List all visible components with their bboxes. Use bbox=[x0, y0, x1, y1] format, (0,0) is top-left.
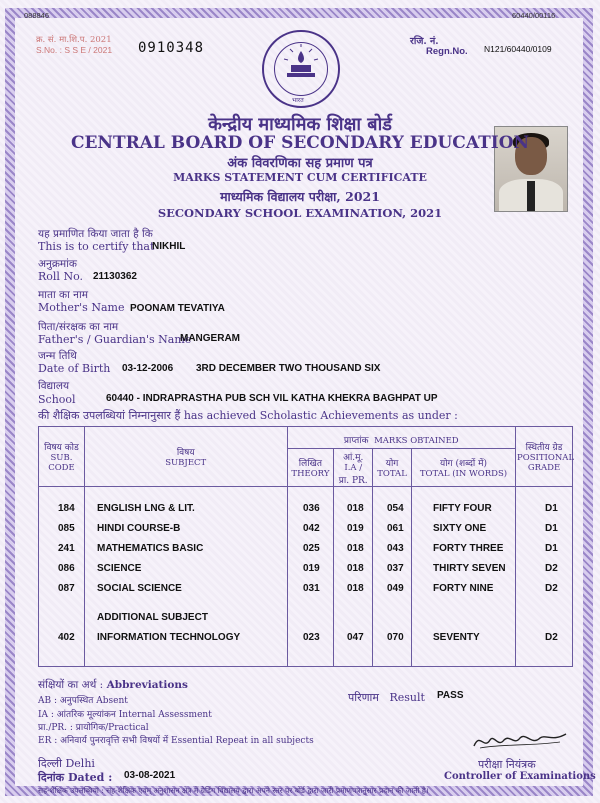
abbr-ab: AB : अनुपस्थित Absent bbox=[38, 696, 128, 706]
result-label: परिणाम Result bbox=[348, 691, 425, 704]
cell-words: SEVENTY bbox=[433, 632, 480, 643]
serial-right: 60440/00116 bbox=[512, 11, 556, 20]
father-label-hi: पिता/संरक्षक का नाम bbox=[38, 321, 119, 333]
father-label-en: Father's / Guardian's Name bbox=[38, 333, 192, 346]
cell-words: SIXTY ONE bbox=[433, 523, 487, 534]
logo-text: भारत bbox=[292, 97, 304, 104]
dated-label: दिनांक Dated : bbox=[38, 771, 113, 784]
cell-theory: 031 bbox=[303, 583, 320, 594]
cell-words: THIRTY SEVEN bbox=[433, 563, 506, 574]
header-subject: विषय SUBJECT bbox=[84, 427, 287, 487]
roll-label-hi: अनुक्रमांक bbox=[38, 258, 77, 270]
cell-ia: 018 bbox=[347, 563, 364, 574]
cell-words: FORTY NINE bbox=[433, 583, 494, 594]
cell-words: FIFTY FOUR bbox=[433, 503, 492, 514]
header-code: विषय कोड SUB. CODE bbox=[39, 427, 85, 487]
cell-code: 402 bbox=[58, 632, 75, 643]
cell-total: 054 bbox=[387, 503, 404, 514]
result-value: PASS bbox=[437, 690, 464, 701]
logo-emblem bbox=[274, 42, 328, 96]
header-grade: स्थितीय ग्रेड POSITIONAL GRADE bbox=[516, 427, 573, 487]
cell-subject: MATHEMATICS BASIC bbox=[97, 543, 204, 554]
certify-label-hi: यह प्रमाणित किया जाता है कि bbox=[38, 228, 153, 240]
cell-ia: 019 bbox=[347, 523, 364, 534]
cell-grade: D2 bbox=[545, 583, 558, 594]
school-label-en: School bbox=[38, 393, 76, 406]
subtitle-english: MARKS STATEMENT CUM CERTIFICATE bbox=[173, 171, 427, 184]
additional-subject-label: ADDITIONAL SUBJECT bbox=[97, 612, 208, 623]
school-name: 60440 - INDRAPRASTHA PUB SCH VIL KATHA KHEKRA BAGHPAT UP bbox=[106, 393, 438, 404]
cell-subject: INFORMATION TECHNOLOGY bbox=[97, 632, 241, 643]
lamp-icon bbox=[275, 43, 327, 95]
cell-ia: 018 bbox=[347, 503, 364, 514]
cell-ia: 018 bbox=[347, 583, 364, 594]
school-label-hi: विद्यालय bbox=[38, 380, 70, 392]
achievement-line: की शैक्षिक उपलब्धियां निम्नानुसार हैं has achieved Scholastic Achievements as under : bbox=[38, 409, 458, 422]
cell-code: 241 bbox=[58, 543, 75, 554]
cell-ia: 018 bbox=[347, 543, 364, 554]
abbr-pr: प्रा./PR. : प्रायोगिक/Practical bbox=[38, 723, 149, 733]
dob-label-en: Date of Birth bbox=[38, 362, 111, 375]
cell-total: 061 bbox=[387, 523, 404, 534]
controller-en: Controller of Examinations bbox=[444, 771, 596, 782]
cell-subject: SCIENCE bbox=[97, 563, 142, 574]
header-total: योग TOTAL bbox=[373, 449, 412, 487]
footer-note: सह-शैक्षिक उपलब्धियां : सह-शैक्षिक एवम् अनुशासन क्षेत्र में ग्रेडिंग विद्यालय द्वारा अपने स्तर पर बोर्ड द्वारा जारी प्रमाणपत्रानुसार प्रदान की जाती है। bbox=[38, 786, 429, 795]
serial-left: 088846 bbox=[24, 11, 50, 20]
controller-signature bbox=[470, 728, 570, 754]
title-hindi: केन्द्रीय माध्यमिक शिक्षा बोर्ड bbox=[208, 114, 392, 135]
controller-hi: परीक्षा नियंत्रक bbox=[478, 758, 536, 771]
header-marks: प्राप्तांक MARKS OBTAINED bbox=[287, 427, 516, 449]
cell-total: 037 bbox=[387, 563, 404, 574]
dob-words: 3RD DECEMBER TWO THOUSAND SIX bbox=[196, 363, 381, 374]
mother-label-en: Mother's Name bbox=[38, 301, 125, 314]
cell-code: 087 bbox=[58, 583, 75, 594]
student-name: NIKHIL bbox=[152, 241, 186, 252]
cell-subject: ENGLISH LNG & LIT. bbox=[97, 503, 195, 514]
sno-label-hi: क्र. सं. मा.शि.प. 2021 bbox=[36, 35, 112, 45]
father-name: MANGERAM bbox=[180, 333, 240, 344]
certificate-number: 0910348 bbox=[138, 40, 205, 56]
certify-label-en: This is to certify that bbox=[38, 240, 155, 253]
cell-grade: D2 bbox=[545, 632, 558, 643]
place: दिल्ली Delhi bbox=[38, 757, 95, 770]
abbr-title: संक्षियों का अर्थ : Abbreviations bbox=[38, 679, 188, 691]
cell-words: FORTY THREE bbox=[433, 543, 504, 554]
title-english: CENTRAL BOARD OF SECONDARY EDUCATION bbox=[70, 133, 530, 153]
header-theory: लिखित THEORY bbox=[287, 449, 334, 487]
cell-code: 086 bbox=[58, 563, 75, 574]
cell-total: 043 bbox=[387, 543, 404, 554]
cell-total: 070 bbox=[387, 632, 404, 643]
regn-label-en: Regn.No. bbox=[426, 46, 468, 57]
cell-subject: SOCIAL SCIENCE bbox=[97, 583, 182, 594]
cell-ia: 047 bbox=[347, 632, 364, 643]
roll-number: 21130362 bbox=[93, 271, 137, 282]
regn-label-hi: रजि. नं. bbox=[410, 36, 439, 47]
cell-total: 049 bbox=[387, 583, 404, 594]
cell-theory: 036 bbox=[303, 503, 320, 514]
cell-grade: D1 bbox=[545, 523, 558, 534]
mother-name: POONAM TEVATIYA bbox=[130, 303, 225, 314]
abbr-ia: IA : आंतरिक मूल्यांकन Internal Assessment bbox=[38, 710, 212, 720]
abbr-er: ER : अनिवार्य पुनरावृत्ति सभी विषयों में Essential Repeat in all subjects bbox=[38, 736, 314, 746]
cell-subject: HINDI COURSE-B bbox=[97, 523, 181, 534]
subtitle-hindi: अंक विवरणिका सह प्रमाण पत्र bbox=[227, 156, 373, 171]
cell-code: 184 bbox=[58, 503, 75, 514]
cell-grade: D2 bbox=[545, 563, 558, 574]
sno-label-en: S.No. : S S E / 2021 bbox=[36, 45, 113, 55]
regn-number: N121/60440/0109 bbox=[484, 44, 552, 54]
cell-theory: 019 bbox=[303, 563, 320, 574]
dob-value: 03-12-2006 bbox=[122, 363, 174, 374]
mother-label-hi: माता का नाम bbox=[38, 289, 88, 301]
cell-grade: D1 bbox=[545, 503, 558, 514]
cell-code: 085 bbox=[58, 523, 75, 534]
cell-theory: 042 bbox=[303, 523, 320, 534]
exam-hindi: माध्यमिक विद्यालय परीक्षा, 2021 bbox=[220, 189, 380, 204]
cell-theory: 025 bbox=[303, 543, 320, 554]
cbse-logo bbox=[262, 30, 340, 108]
header-ia: आं.मू. I.A / प्रा. PR. bbox=[334, 449, 373, 487]
dated-value: 03-08-2021 bbox=[124, 770, 176, 781]
roll-label-en: Roll No. bbox=[38, 270, 83, 283]
exam-english: SECONDARY SCHOOL EXAMINATION, 2021 bbox=[157, 206, 443, 220]
cell-theory: 023 bbox=[303, 632, 320, 643]
cell-grade: D1 bbox=[545, 543, 558, 554]
header-words: योग (शब्दों में) TOTAL (IN WORDS) bbox=[411, 449, 515, 487]
dob-label-hi: जन्म तिथि bbox=[38, 350, 77, 362]
